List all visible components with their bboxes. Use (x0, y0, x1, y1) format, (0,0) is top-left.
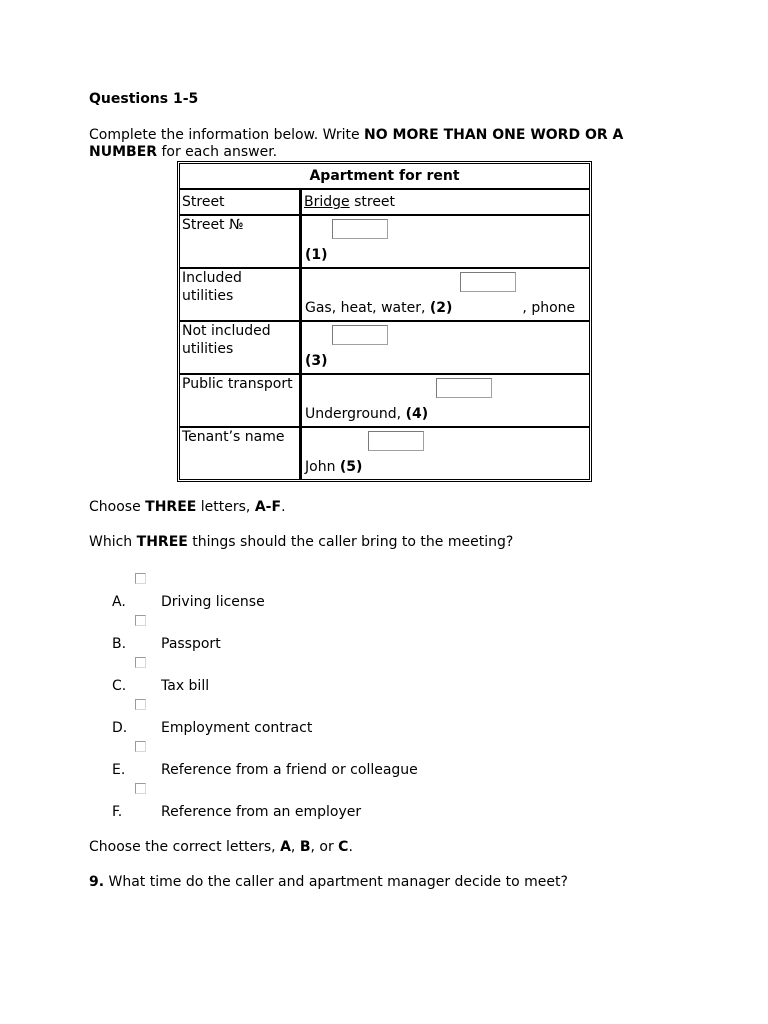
table-row: Tenant’s name John (5) (179, 427, 590, 480)
option-c-checkbox[interactable] (135, 657, 146, 668)
row-label: Street (179, 189, 301, 215)
option-letter: D. (112, 720, 128, 736)
option-d-checkbox[interactable] (135, 699, 146, 710)
apartment-table (177, 161, 592, 482)
option-f-checkbox[interactable] (135, 783, 146, 794)
answer-number-5: (5) (339, 459, 363, 475)
answer-number-3: (3) (305, 353, 328, 369)
option-a-checkbox[interactable] (135, 573, 146, 584)
table-row: Public transport Underground, (4) (179, 374, 590, 427)
question-prompt: Which THREE things should the caller bring to the meeting? (89, 534, 514, 550)
street-link[interactable]: Bridge (304, 194, 350, 210)
option-letter: F. (112, 804, 123, 820)
answer-input-1[interactable] (332, 219, 388, 239)
instruction-emphasis: NO MORE THAN ONE WORD OR A NUMBER (89, 127, 624, 160)
answer-number-1: (1) (305, 247, 328, 263)
instruction-text: Complete the information below. Write NO MORE THAN ONE WORD OR A NUMBER for each answer. (89, 127, 624, 160)
option-letter: A. (112, 594, 126, 610)
question-number: 9. (89, 874, 105, 890)
table-row (179, 189, 590, 215)
question-9: 9. What time do the caller and apartment manager decide to meet? (89, 874, 568, 890)
table-row (179, 321, 590, 374)
option-text: Reference from an employer (161, 804, 362, 820)
row-label: Not included utilities (179, 321, 301, 374)
table-row: Included utilities Gas, heat, water, (2) , phone (179, 268, 590, 321)
answer-number-4: (4) (405, 406, 429, 422)
choose-correct-instruction: Choose the correct letters, A, B, or C. (89, 839, 353, 855)
option-b-checkbox[interactable] (135, 615, 146, 626)
row-label: Public transport (179, 374, 301, 427)
option-letter: E. (112, 762, 126, 778)
option-letter: B. (112, 636, 127, 652)
answer-number-2: (2) (429, 300, 453, 316)
row-label: Tenant’s name (179, 427, 301, 480)
option-text: Driving license (161, 594, 265, 610)
section-title: Questions 1-5 (89, 91, 199, 107)
answer-input-3[interactable] (332, 325, 388, 345)
street-value: Bridge street (301, 189, 590, 215)
row-label: Street № (179, 215, 301, 268)
answer-input-2[interactable] (460, 272, 516, 292)
option-text: Passport (161, 636, 221, 652)
option-e-checkbox[interactable] (135, 741, 146, 752)
option-text: Employment contract (161, 720, 313, 736)
row-label: Included utilities (179, 268, 301, 321)
option-text: Reference from a friend or colleague (161, 762, 418, 778)
option-text: Tax bill (161, 678, 210, 694)
choose-three-instruction: Choose THREE letters, A-F. (89, 499, 286, 515)
table-row (179, 215, 590, 268)
option-letter: C. (112, 678, 127, 694)
answer-input-5[interactable] (368, 431, 424, 451)
table-title: Apartment for rent (179, 163, 590, 189)
answer-input-4[interactable] (436, 378, 492, 398)
